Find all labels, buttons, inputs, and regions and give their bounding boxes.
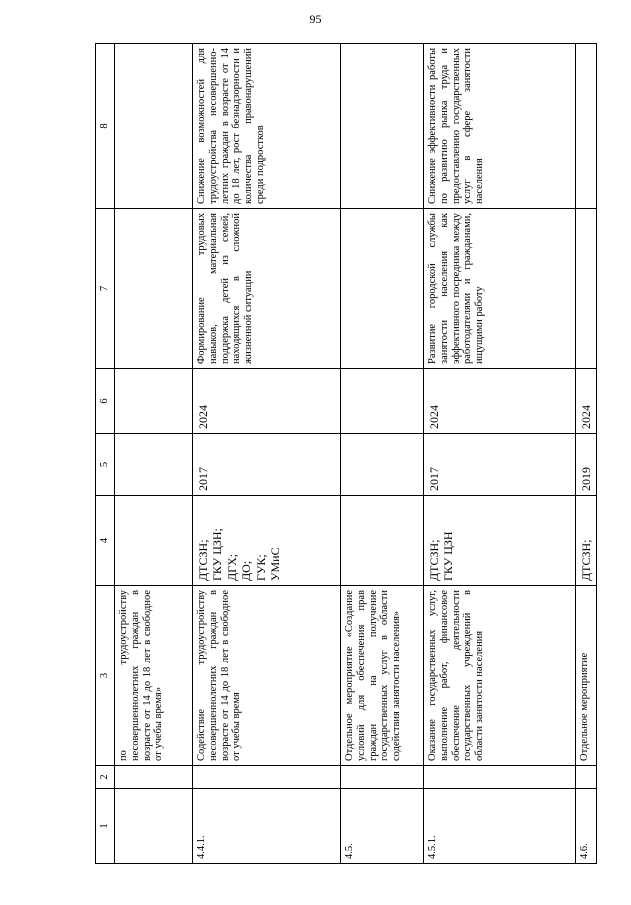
executor-line: ГУК; xyxy=(253,554,268,581)
end-year-cell xyxy=(115,369,193,434)
activity-cell: Отдельное мероприятие «Создание условий для обеспечения прав граждан на получение государственных услуг в области содействия занятости населения» xyxy=(341,586,424,766)
executor-line: ДО; xyxy=(239,560,254,581)
table-row xyxy=(424,44,576,864)
executor-line: ГКУ ЦЗН; xyxy=(210,528,225,581)
activity-cell: Оказание государственных услуг, выполнение работ, финансовое обеспечение деятельности государственных учреждений в области занятости населения xyxy=(424,586,576,766)
empty-cell xyxy=(341,766,424,789)
expected-result-cell xyxy=(576,209,597,369)
consequences-cell: Снижение возможностей для трудоустройства несовершенно-летних граждан в возрасте от 14 до 18 лет, рост безнадзорности и количества правонарушений среди подростков xyxy=(193,44,341,209)
start-year-cell xyxy=(341,434,424,496)
header-cell-7: 7 xyxy=(96,209,115,369)
start-year-cell: 2017 xyxy=(193,434,341,496)
row-number-cell: 4.4.1. xyxy=(193,789,341,864)
end-year-cell: 2024 xyxy=(424,369,576,434)
executors-cell xyxy=(115,496,193,586)
rotated-table-wrapper xyxy=(95,44,593,864)
executors-cell xyxy=(193,496,341,586)
row-number-cell xyxy=(115,789,193,864)
end-year-cell: 2024 xyxy=(576,369,597,434)
activity-cell: по трудоустройству несовершеннолетних граждан в возрасте от 14 до 18 лет в свободное от учебы время» xyxy=(115,586,193,766)
table-row xyxy=(341,44,424,864)
expected-result-cell: Развитие городской службы занятости населения как эффективного посредника между работодателями и гражданами, ищущими работу xyxy=(424,209,576,369)
end-year-cell xyxy=(341,369,424,434)
expected-result-cell: Формирование трудовых навыков, материальная поддержка детей из семей, находящихся в сложной жизненной ситуации xyxy=(193,209,341,369)
row-number-cell: 4.5.1. xyxy=(424,789,576,864)
start-year-cell: 2019 xyxy=(576,434,597,496)
consequences-cell: Снижение эффективности работы по развитию рынка труда и предоставлению государственных услуг в сфере занятости населения xyxy=(424,44,576,209)
empty-cell xyxy=(115,766,193,789)
executor-line: УМиС xyxy=(267,547,282,581)
row-number-cell: 4.6. xyxy=(576,789,597,864)
end-year-cell: 2024 xyxy=(193,369,341,434)
header-cell-2: 2 xyxy=(96,766,115,789)
page-number: 95 xyxy=(309,12,322,26)
activity-cell: Содействие трудоустройству несовершеннолетних граждан в возрасте от 14 до 18 лет в свободное от учебы время xyxy=(193,586,341,766)
header-cell-4: 4 xyxy=(96,496,115,586)
header-cell-6: 6 xyxy=(96,369,115,434)
activity-cell: Отдельное мероприятие xyxy=(576,586,597,766)
consequences-cell xyxy=(576,44,597,209)
program-table xyxy=(95,43,597,864)
empty-cell xyxy=(424,766,576,789)
empty-cell xyxy=(576,766,597,789)
executor-line: ДТСЗН; xyxy=(427,539,441,581)
consequences-cell xyxy=(341,44,424,209)
table-row xyxy=(576,44,597,864)
row-number-cell: 4.5. xyxy=(341,789,424,864)
executor-line: ГКУ ЦЗН xyxy=(441,531,456,581)
start-year-cell: 2017 xyxy=(424,434,576,496)
executors-cell xyxy=(576,496,597,586)
header-cell-1: 1 xyxy=(96,789,115,864)
executors-cell xyxy=(424,496,576,586)
consequences-cell xyxy=(115,44,193,209)
header-cell-5: 5 xyxy=(96,434,115,496)
header-cell-8: 8 xyxy=(96,44,115,209)
table-row xyxy=(193,44,341,864)
table-row xyxy=(115,44,193,864)
header-cell-3: 3 xyxy=(96,586,115,766)
start-year-cell xyxy=(115,434,193,496)
executor-line: ДТСЗН; xyxy=(196,539,210,581)
header-row xyxy=(96,44,115,864)
expected-result-cell xyxy=(115,209,193,369)
empty-cell xyxy=(193,766,341,789)
expected-result-cell xyxy=(341,209,424,369)
executors-cell xyxy=(341,496,424,586)
executor-line: ДТСЗН; xyxy=(579,539,593,581)
executor-line: ДГХ; xyxy=(224,553,239,581)
